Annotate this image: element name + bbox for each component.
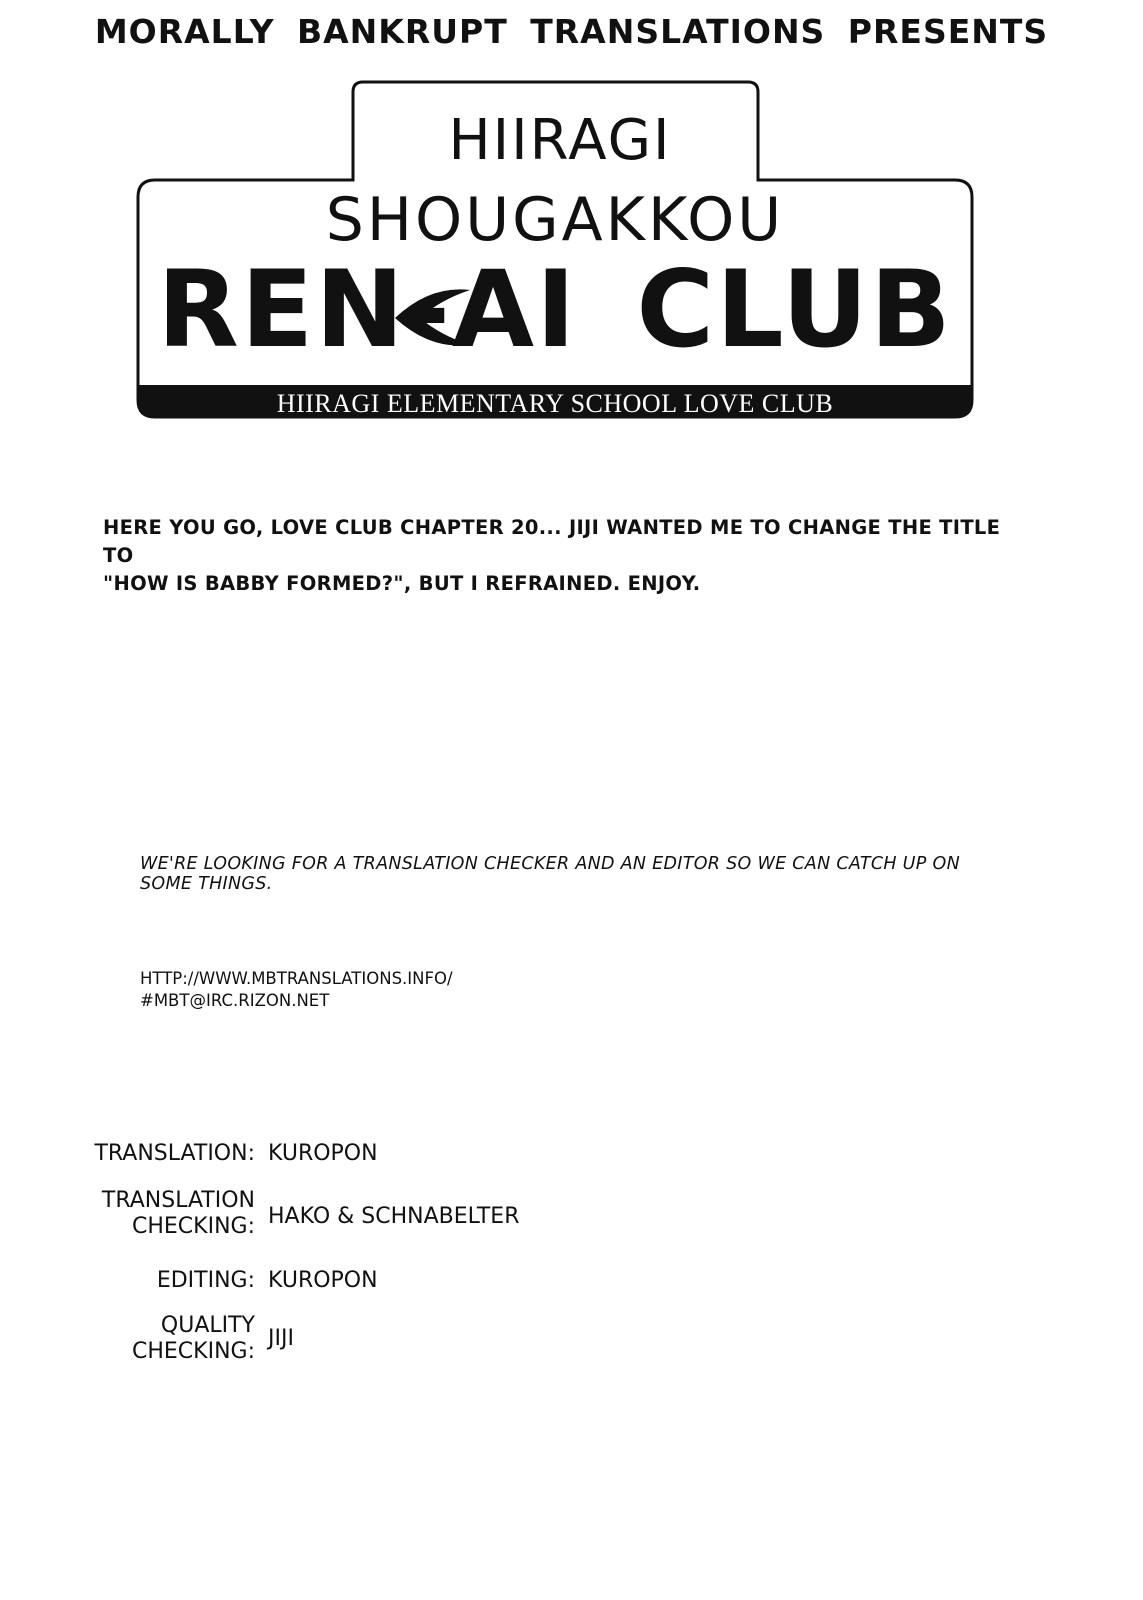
credit-value-translation-checking: HAKO & SCHNABELTER xyxy=(268,1204,520,1229)
contact-links xyxy=(140,968,740,1012)
website-link[interactable]: HTTP://WWW.MBTRANSLATIONS.INFO/ xyxy=(140,969,453,988)
credit-label-line: TRANSLATION xyxy=(101,1188,255,1213)
irc-channel: #MBT@IRC.RIZON.NET xyxy=(140,991,330,1010)
credit-value-editing: KUROPON xyxy=(268,1268,378,1293)
release-note xyxy=(103,514,1003,598)
logo-title-hiiragi: HIIRAGI xyxy=(448,108,672,173)
credit-label-line: CHECKING: xyxy=(132,1339,255,1364)
credit-value-quality-checking: JIJI xyxy=(268,1326,294,1351)
credit-label-translation: TRANSLATION: xyxy=(94,1141,255,1166)
recruitment-line: SOME THINGS. xyxy=(140,874,273,894)
recruitment-note xyxy=(140,854,1000,894)
logo-title-renai-club: REN-AI CLUB xyxy=(157,248,953,371)
credit-label-quality-checking xyxy=(0,1313,255,1365)
credit-label-line: CHECKING: xyxy=(132,1214,255,1239)
presents-header: MORALLY BANKRUPT TRANSLATIONS PRESENTS xyxy=(94,12,1049,51)
logo-title-shougakkou: SHOUGAKKOU xyxy=(325,185,785,255)
credit-label-editing: EDITING: xyxy=(156,1268,255,1293)
credit-value-translation: KUROPON xyxy=(268,1141,378,1166)
logo-subtitle: HIIRAGI ELEMENTARY SCHOOL LOVE CLUB xyxy=(276,389,834,418)
credit-label-line: QUALITY xyxy=(160,1313,255,1338)
release-note-line: HERE YOU GO, LOVE CLUB CHAPTER 20... JIJI WANTED ME TO CHANGE THE TITLE TO xyxy=(103,516,1001,567)
release-note-line: "HOW IS BABBY FORMED?", BUT I REFRAINED. ENJOY. xyxy=(103,572,701,595)
credit-label-translation-checking xyxy=(0,1188,255,1240)
recruitment-line: WE'RE LOOKING FOR A TRANSLATION CHECKER AND AN EDITOR SO WE CAN CATCH UP ON xyxy=(140,854,960,874)
